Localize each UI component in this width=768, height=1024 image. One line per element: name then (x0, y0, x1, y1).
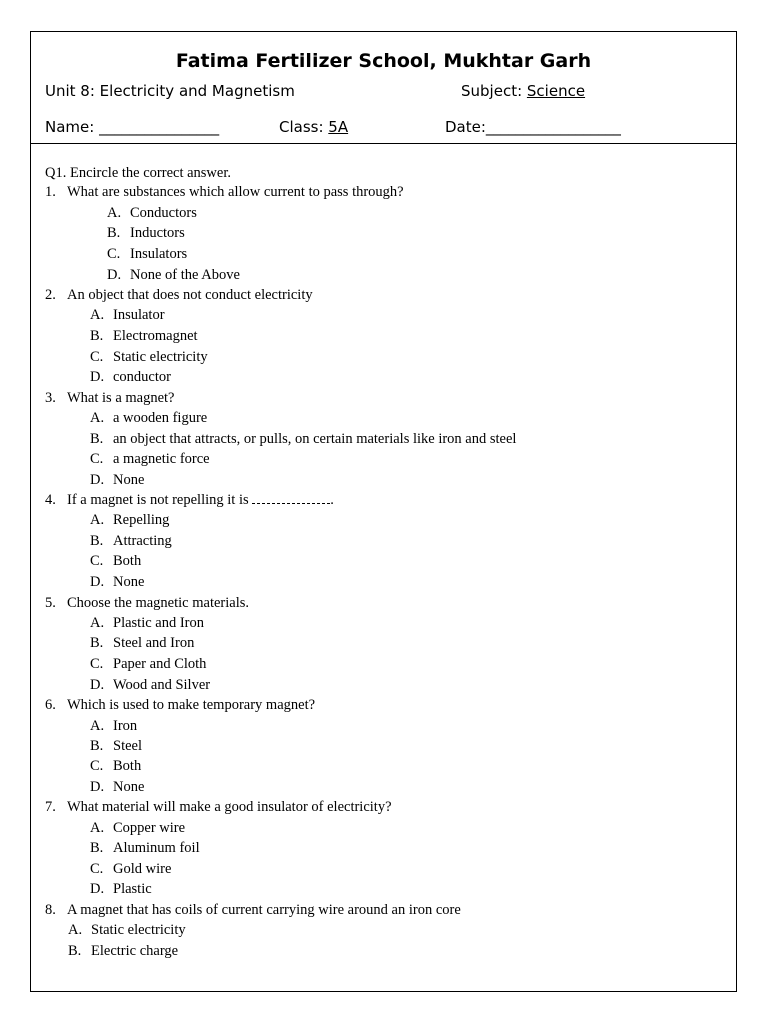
option-text: an object that attracts, or pulls, on certain materials like iron and steel (113, 431, 517, 447)
option-item (90, 757, 141, 775)
option-letter: B. (90, 635, 104, 651)
question-8 (45, 901, 461, 919)
option-item (90, 471, 144, 489)
question-number: 6. (45, 697, 56, 713)
question-number: 5. (45, 595, 56, 611)
option-item (90, 676, 210, 694)
option-text: Repelling (113, 512, 170, 528)
question-5 (45, 594, 249, 612)
question-text-end: . (330, 492, 334, 508)
option-text: a wooden figure (113, 410, 208, 426)
option-letter: A. (90, 615, 105, 631)
option-item (90, 532, 172, 550)
option-text: None (113, 779, 145, 795)
question-text: An object that does not conduct electricity (67, 287, 313, 303)
subject-field (461, 82, 585, 100)
option-text: Gold wire (113, 861, 172, 877)
option-item (90, 860, 171, 878)
option-item (107, 245, 187, 263)
option-text: Both (113, 553, 142, 569)
class-value: 5A (328, 118, 349, 136)
option-text: Copper wire (113, 820, 186, 836)
option-text: Iron (113, 718, 138, 734)
class-label: Class: (279, 118, 329, 136)
subject-label: Subject: (461, 82, 527, 100)
option-letter: D. (90, 779, 105, 795)
option-item (90, 614, 204, 632)
question-text: What is a magnet? (67, 390, 175, 406)
option-text: Aluminum foil (113, 840, 200, 856)
question-6 (45, 696, 315, 714)
question-number: 3. (45, 390, 56, 406)
question-number: 2. (45, 287, 56, 303)
option-letter: D. (90, 472, 105, 488)
option-item (90, 634, 194, 652)
option-text: Steel and Iron (113, 635, 195, 651)
option-item (90, 306, 165, 324)
question-number: 8. (45, 902, 56, 918)
answer-blank (252, 493, 330, 504)
option-letter: B. (68, 943, 82, 959)
option-text: None of the Above (130, 267, 240, 283)
question-text: Choose the magnetic materials. (67, 595, 250, 611)
option-item (107, 204, 197, 222)
option-letter: C. (90, 349, 104, 365)
option-text: Electric charge (91, 943, 179, 959)
option-item (90, 819, 185, 837)
option-text: Static electricity (113, 349, 208, 365)
option-item (90, 552, 141, 570)
question-3 (45, 389, 175, 407)
option-item (90, 839, 200, 857)
school-title: Fatima Fertilizer School, Mukhtar Garh (175, 50, 592, 72)
option-letter: D. (90, 369, 105, 385)
question-number: 1. (45, 184, 56, 200)
option-letter: A. (90, 307, 105, 323)
option-text: Steel (113, 738, 142, 754)
option-text: Electromagnet (113, 328, 198, 344)
option-letter: C. (90, 451, 104, 467)
option-text: a magnetic force (113, 451, 210, 467)
option-letter: C. (90, 656, 104, 672)
option-item (90, 348, 208, 366)
header-divider (31, 143, 736, 144)
option-letter: A. (90, 410, 105, 426)
subject-value: Science (526, 82, 586, 100)
option-letter: B. (90, 328, 104, 344)
option-text: Both (113, 758, 142, 774)
instruction: Q1. Encircle the correct answer. (45, 165, 231, 181)
option-item (90, 327, 198, 345)
question-text: Which is used to make temporary magnet? (67, 697, 316, 713)
option-item (90, 778, 144, 796)
option-item (90, 409, 207, 427)
option-item (90, 368, 171, 386)
option-item (107, 266, 240, 284)
option-text: Insulators (130, 246, 188, 262)
option-letter: A. (90, 512, 105, 528)
question-number: 4. (45, 492, 56, 508)
option-item (90, 655, 206, 673)
option-letter: B. (90, 840, 104, 856)
option-text: Paper and Cloth (113, 656, 207, 672)
option-letter: A. (107, 205, 122, 221)
option-text: Inductors (130, 225, 185, 241)
option-item (90, 717, 137, 735)
unit-title: Unit 8: Electricity and Magnetism (45, 82, 295, 100)
option-text: conductor (113, 369, 171, 385)
option-text: Static electricity (91, 922, 186, 938)
option-letter: D. (90, 677, 105, 693)
option-item (90, 430, 516, 448)
question-7 (45, 798, 392, 816)
option-letter: A. (68, 922, 83, 938)
class-field (279, 118, 348, 136)
option-text: Wood and Silver (113, 677, 211, 693)
question-text: What are substances which allow current to pass through? (67, 184, 404, 200)
option-text: None (113, 472, 145, 488)
option-item (90, 880, 152, 898)
name-field: Name: ________________ (45, 118, 220, 136)
question-text: What material will make a good insulator of electricity? (67, 799, 392, 815)
question-4 (45, 491, 334, 509)
option-item (68, 942, 178, 960)
option-letter: B. (90, 431, 104, 447)
option-letter: B. (90, 738, 104, 754)
option-letter: A. (90, 718, 105, 734)
option-letter: D. (107, 267, 122, 283)
option-item (90, 573, 144, 591)
option-text: Plastic and Iron (113, 615, 205, 631)
option-text: Plastic (113, 881, 152, 897)
option-letter: B. (90, 533, 104, 549)
option-letter: C. (90, 758, 104, 774)
option-text: Conductors (130, 205, 197, 221)
question-2 (45, 286, 313, 304)
question-text: A magnet that has coils of current carrying wire around an iron core (67, 902, 461, 918)
option-item (90, 511, 169, 529)
question-number: 7. (45, 799, 56, 815)
option-item (90, 450, 210, 468)
option-letter: C. (90, 553, 104, 569)
worksheet-frame (30, 31, 737, 992)
option-letter: D. (90, 574, 105, 590)
option-text: Insulator (113, 307, 165, 323)
option-letter: C. (107, 246, 121, 262)
option-letter: A. (90, 820, 105, 836)
option-item (107, 224, 185, 242)
option-text: Attracting (113, 533, 172, 549)
option-item (68, 921, 186, 939)
option-text: None (113, 574, 145, 590)
question-1 (45, 183, 404, 201)
option-item (90, 737, 142, 755)
date-field: Date:__________________ (445, 118, 621, 136)
option-letter: D. (90, 881, 105, 897)
option-letter: C. (90, 861, 104, 877)
option-letter: B. (107, 225, 121, 241)
question-text: If a magnet is not repelling it is (67, 492, 249, 508)
